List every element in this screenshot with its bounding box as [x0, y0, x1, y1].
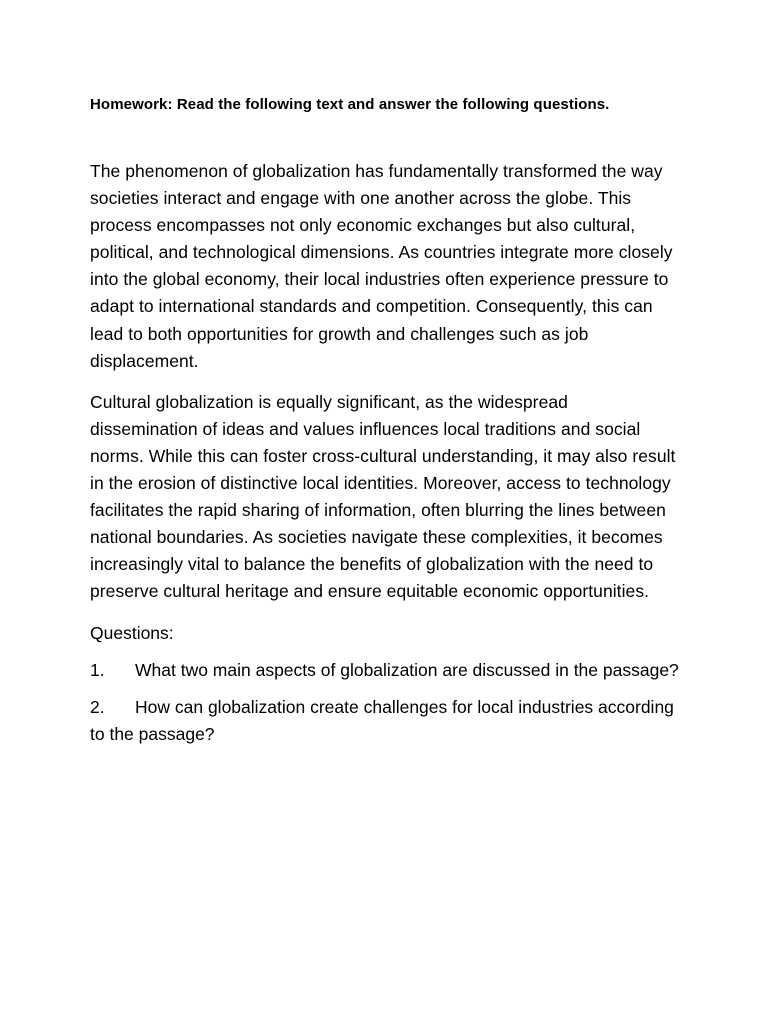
homework-heading: Homework: Read the following text and answer the following questions. [90, 96, 610, 113]
questions-label: Questions: [90, 622, 174, 643]
document-body [90, 94, 680, 758]
paragraph-globalization-intro: The phenomenon of globalization has fundamentally transformed the way societies interact and engage with one another across the globe. This process encompasses not only economic exchanges but also cultural, political, and technological dimensions. As countries integrate more closely into the global economy, their local industries often experience pressure to adapt to international standards and competition. Consequently, this can lead to both opportunities for growth and challenges such as job displacement. [90, 161, 673, 371]
question-number: 1. [90, 659, 105, 680]
question-item [90, 694, 680, 748]
question-item [90, 657, 680, 684]
question-text: What two main aspects of globalization are discussed in the passage? [135, 659, 679, 680]
question-number: 2. [90, 696, 105, 717]
paragraph-cultural-globalization: Cultural globalization is equally significant, as the widespread dissemination of ideas and values influences local traditions and social norms. While this can foster cross-cultural understanding, it may also result in the erosion of distinctive local identities. Moreover, access to technology facilitates the rapid sharing of information, often blurring the lines between national boundaries. As societies navigate these complexities, it becomes increasingly vital to balance the benefits of globalization with the need to preserve cultural heritage and ensure equitable economic opportunities. [90, 391, 676, 602]
question-text: How can globalization create challenges for local industries according to the passage? [90, 696, 674, 744]
